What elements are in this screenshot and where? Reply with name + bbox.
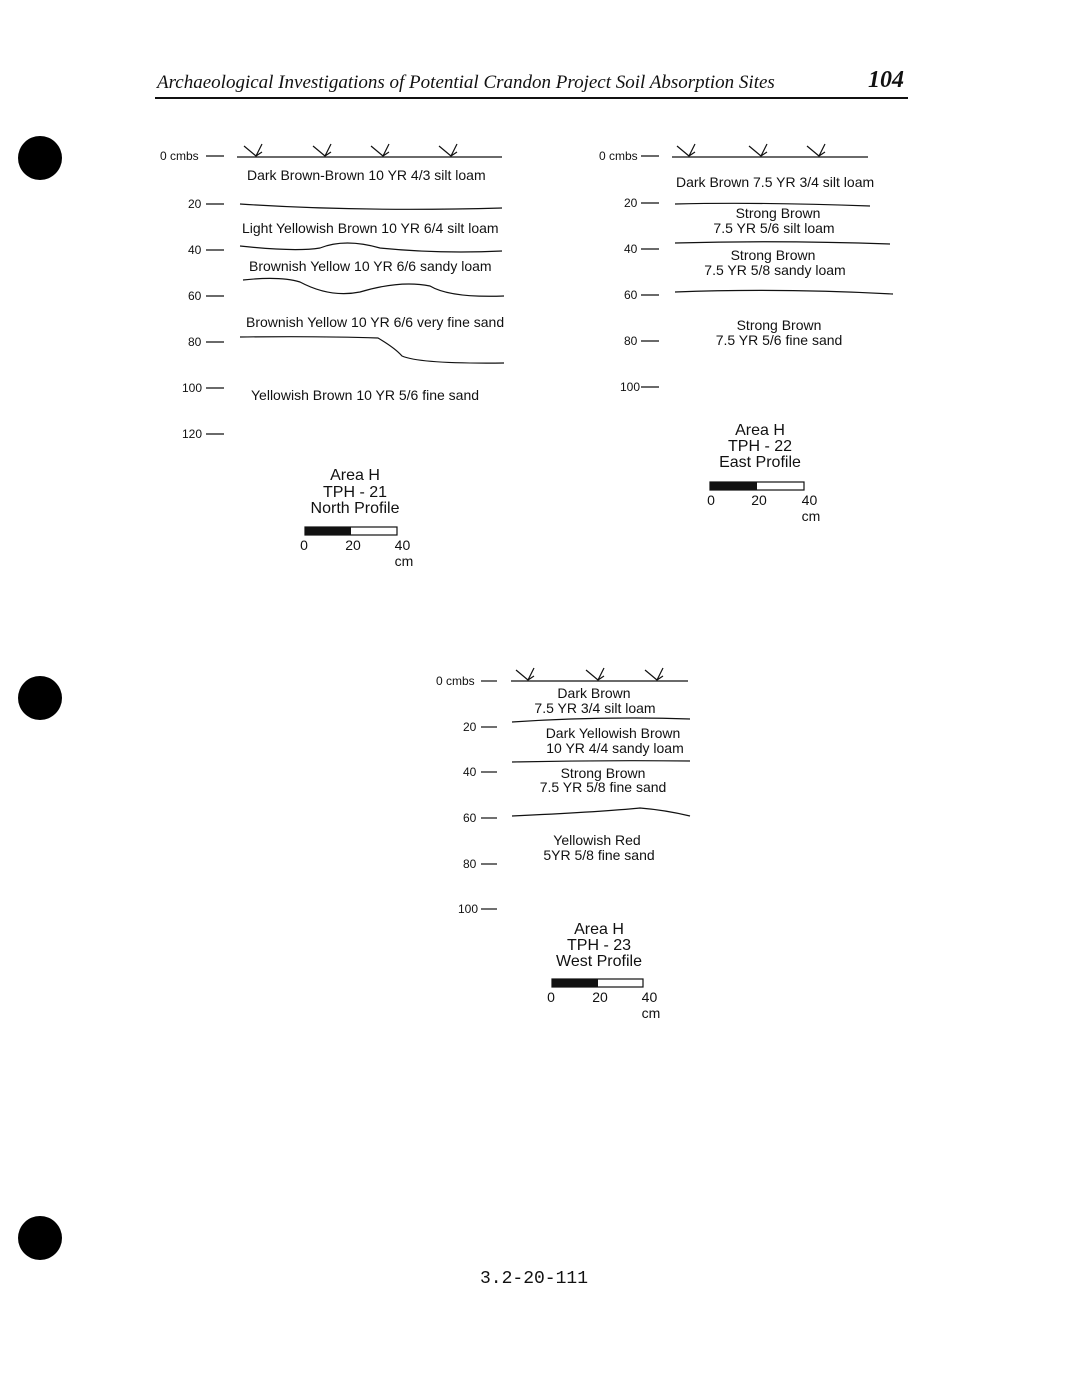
scale-label: 20 [592,989,608,1005]
scale-label: 40 cm [641,989,661,1021]
depth-tick-label: 20 [463,720,477,734]
profile-title-id: TPH - 21 [322,484,388,501]
layer-label: 7.5 YR 3/4 silt loam [534,700,656,716]
layer-label: Light Yellowish Brown 10 YR 6/4 silt loam [242,220,499,236]
layer-label: Strong Brown [735,205,821,221]
profile-title-id: TPH - 23 [566,937,632,954]
layer-label: Strong Brown [560,765,646,781]
depth-tick-label: 40 [463,765,477,779]
depth-tick-label: 0 cmbs [160,149,199,163]
layer-label: 7.5 YR 5/8 sandy loam [704,262,846,278]
depth-tick-label: 100 [620,380,641,394]
scale-label: 20 [751,492,767,508]
layer-label: 10 YR 4/4 sandy loam [546,740,684,756]
layer-label: 7.5 YR 5/8 fine sand [539,779,667,795]
profile-title-area: Area H [330,467,380,484]
layer-label: Dark Brown 7.5 YR 3/4 silt loam [676,174,875,190]
depth-tick-label: 120 [182,427,203,441]
scale-label: 40 cm [394,537,414,569]
scale-label: 20 [345,537,361,553]
layer-label: 7.5 YR 5/6 silt loam [713,220,835,236]
depth-tick-label: 60 [188,289,202,303]
depth-tick-label: 20 [624,196,638,210]
layer-label: 5YR 5/8 fine sand [543,847,655,863]
depth-tick-label: 80 [624,334,638,348]
scale-label: 0 [300,537,308,553]
page-number: 104 [868,67,904,93]
depth-tick-label: 40 [624,242,638,256]
depth-tick-label: 40 [188,243,202,257]
layer-label: Brownish Yellow 10 YR 6/6 very fine sand [246,314,505,330]
depth-tick-label: 0 cmbs [436,674,475,688]
profile-title-orientation: North Profile [310,500,400,517]
layer-label: Dark Yellowish Brown [545,725,681,741]
depth-tick-label: 0 cmbs [599,149,638,163]
page-header-title: Archaeological Investigations of Potential Crandon Project Soil Absorption Sites [157,72,775,93]
profile-title-area: Area H [735,422,785,439]
depth-tick-label: 60 [463,811,477,825]
depth-tick-label: 100 [182,381,203,395]
scale-label: 40 cm [801,492,821,524]
scale-label: 0 [547,989,555,1005]
layer-label: 7.5 YR 5/6 fine sand [715,332,843,348]
scale-label: 0 [707,492,715,508]
depth-tick-label: 80 [463,857,477,871]
layer-label: Strong Brown [730,247,816,263]
depth-tick-label: 100 [458,902,479,916]
depth-tick-label: 80 [188,335,202,349]
layer-label: Yellowish Brown 10 YR 5/6 fine sand [251,387,480,403]
profile-title-area: Area H [574,921,624,938]
layer-label: Yellowish Red [553,832,641,848]
depth-tick-label: 60 [624,288,638,302]
layer-label: Brownish Yellow 10 YR 6/6 sandy loam [249,258,492,274]
profile-title-orientation: East Profile [719,454,801,471]
document-id: 3.2-20-111 [479,1269,589,1289]
layer-label: Strong Brown [736,317,822,333]
profile-title-orientation: West Profile [556,953,642,970]
depth-tick-label: 20 [188,197,202,211]
layer-label: Dark Brown-Brown 10 YR 4/3 silt loam [247,167,486,183]
profile-title-id: TPH - 22 [727,438,793,455]
layer-label: Dark Brown [557,685,631,701]
